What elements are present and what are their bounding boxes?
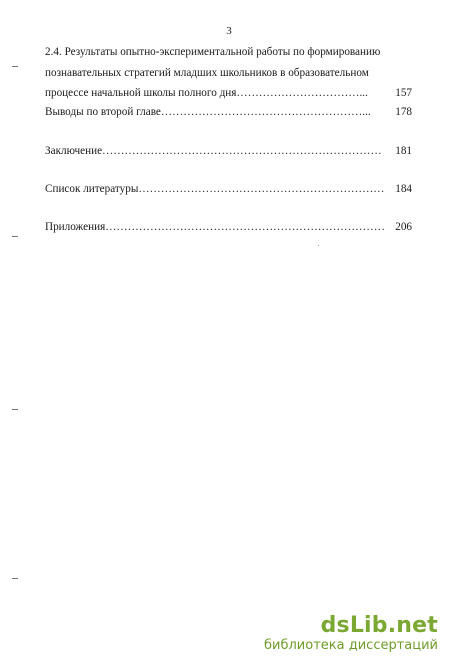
toc-entry-page: 206 [395, 221, 412, 233]
toc-entry-page: 184 [395, 183, 412, 195]
scan-margin-mark [12, 66, 18, 67]
toc-entry-2-4-line1: 2.4. Результаты опытно-экспериментальной работы по формированию [45, 46, 381, 58]
toc-entry-page: 178 [395, 106, 412, 118]
toc-entry-2-4-line2: познавательных стратегий младших школьников в образовательном [45, 67, 369, 79]
toc-entry-page: 181 [395, 145, 412, 157]
scan-speck [318, 245, 319, 246]
toc-entry-2-4-line3: процессе начальной школы полного дня……………………………... [45, 87, 368, 99]
scan-margin-mark [12, 236, 18, 237]
scan-margin-mark [12, 578, 18, 579]
watermark-logo: dsLib.net [320, 613, 438, 638]
scan-margin-mark [12, 409, 18, 410]
toc-entry-label: Заключение………………………………………………………………… [45, 145, 382, 157]
page-number: 3 [226, 25, 232, 37]
toc-entry-label: Список литературы………………………………………………………… [45, 183, 385, 195]
watermark-subtitle: библиотека диссертаций [264, 638, 438, 653]
toc-entry-label: Приложения………………………………………………………………… [45, 221, 385, 233]
watermark [264, 614, 438, 654]
toc-entry-label: Выводы по второй главе………………………………………………... [45, 106, 371, 118]
toc-entry-2-4-page: 157 [395, 87, 412, 99]
